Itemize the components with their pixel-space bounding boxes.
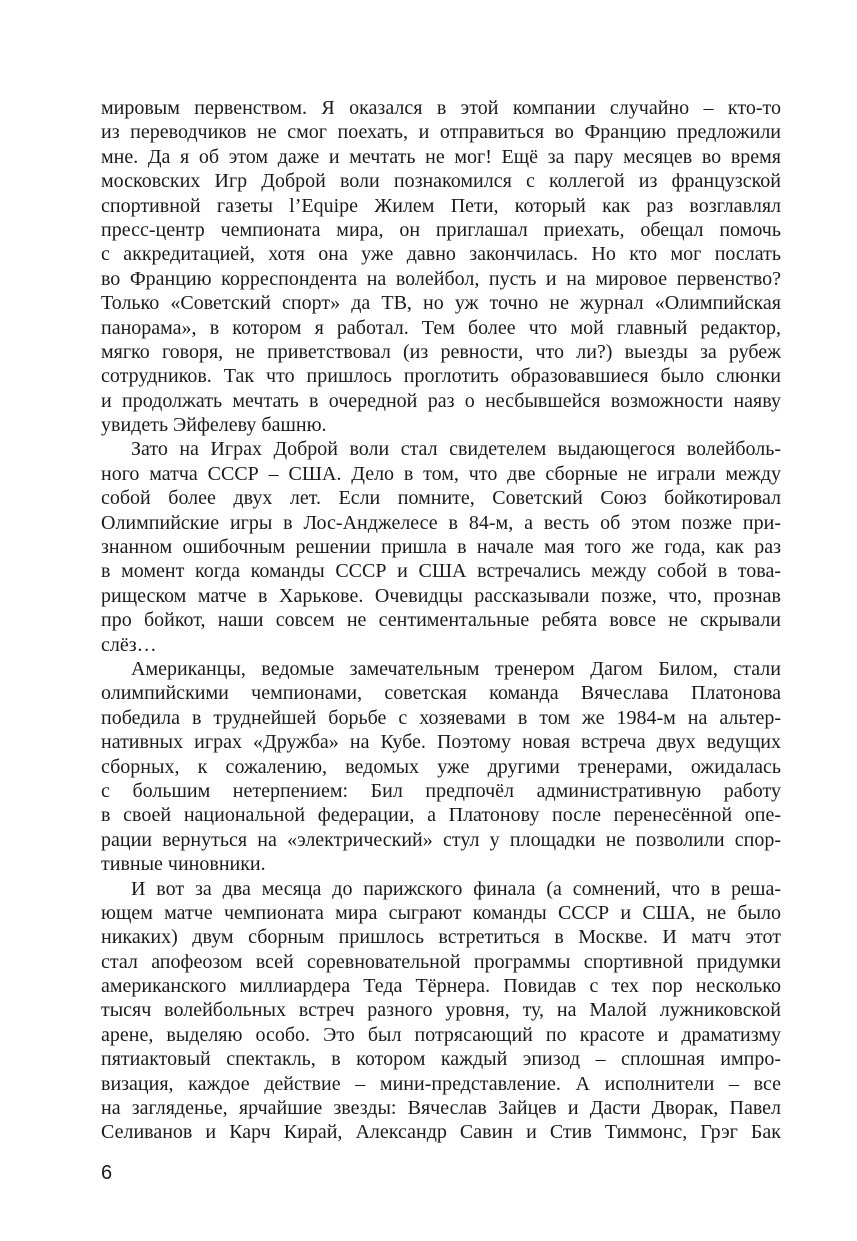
text-line: стал апофеозом всей соревновательной программы спортивной придумки bbox=[101, 950, 781, 973]
paragraph bbox=[101, 877, 781, 1145]
page-number: 6 bbox=[101, 1162, 113, 1184]
text-line: мне. Да я об этом даже и мечтать не мог! Ещё за пару месяцев во время bbox=[101, 145, 781, 168]
text-line: в момент когда команды СССР и США встречались между собой в това- bbox=[101, 560, 781, 583]
text-line: победила в труднейшей борьбе с хозяевами в том же 1984-м на альтер- bbox=[101, 706, 781, 729]
text-line: и продолжать мечтать в очередной раз о несбывшейся возможности наяву bbox=[101, 389, 781, 412]
text-line: слёз… bbox=[101, 633, 157, 656]
text-line: нативных играх «Дружба» на Кубе. Поэтому новая встреча двух ведущих bbox=[101, 731, 781, 754]
text-line: тысяч волейбольных встреч разного уровня, ту, на Малой лужниковской bbox=[101, 999, 781, 1022]
text-line: с большим нетерпением: Бил предпочёл административную работу bbox=[101, 779, 781, 802]
page-body bbox=[101, 96, 781, 1196]
text-line: Только «Советский спорт» да ТВ, но уж точно не журнал «Олимпийская bbox=[101, 292, 781, 315]
text-line: собой более двух лет. Если помните, Советский Союз бойкотировал bbox=[101, 487, 781, 510]
text-line: Олимпийские игры в Лос-Анджелесе в 84-м, а весть об этом позже при- bbox=[101, 511, 781, 534]
paragraph bbox=[101, 437, 781, 657]
text-line: на загляденье, ярчайшие звезды: Вячеслав Зайцев и Дасти Дворак, Павел bbox=[101, 1097, 781, 1120]
text-line: визация, каждое действие – мини-представление. А исполнители – все bbox=[101, 1072, 781, 1095]
text-line: во Францию корреспондента на волейбол, пусть и на мировое первенство? bbox=[101, 267, 781, 290]
text-line: олимпийскими чемпионами, советская команда Вячеслава Платонова bbox=[101, 682, 781, 705]
text-line: пресс-центр чемпионата мира, он приглашал приехать, обещал помочь bbox=[101, 218, 781, 241]
text-line: из переводчиков не смог поехать, и отправиться во Францию предложили bbox=[101, 121, 781, 144]
text-line: И вот за два месяца до парижского финала (а сомнений, что в реша- bbox=[131, 877, 781, 900]
text-line: ющем матче чемпионата мира сыграют команды СССР и США, не было bbox=[101, 901, 781, 924]
text-line: Селиванов и Карч Кирай, Александр Савин и Стив Тиммонс, Грэг Бак bbox=[101, 1121, 781, 1144]
text-line: мягко говоря, не приветствовал (из ревности, что ли?) выезды за рубеж bbox=[101, 340, 781, 363]
text-line: арене, выделяю особо. Это был потрясающий по красоте и драматизму bbox=[101, 1023, 781, 1046]
text-line: Американцы, ведомые замечательным тренером Дагом Билом, стали bbox=[131, 657, 781, 680]
text-line: знанном ошибочным решении пришла в начале мая того же года, как раз bbox=[101, 536, 781, 559]
text-line: никаких) двум сборным пришлось встретиться в Москве. И матч этот bbox=[101, 926, 781, 949]
text-line: пятиактовый спектакль, в котором каждый эпизод – сплошная импро- bbox=[101, 1048, 781, 1071]
text-line: рации вернуться на «электрический» стул у площадки не позволили спор- bbox=[101, 828, 781, 851]
paragraph bbox=[101, 96, 781, 437]
text-line: увидеть Эйфелеву башню. bbox=[101, 414, 327, 437]
text-line: сотрудников. Так что пришлось проглотить образовавшиеся было слюнки bbox=[101, 365, 781, 388]
text-line: в своей национальной федерации, а Платонову после перенесённой опе- bbox=[101, 804, 781, 827]
paragraph bbox=[101, 657, 781, 877]
text-line: ного матча СССР – США. Дело в том, что две сборные не играли между bbox=[101, 462, 781, 485]
main-text bbox=[101, 96, 781, 1145]
text-line: про бойкот, наши совсем не сентиментальные ребята вовсе не скрывали bbox=[101, 609, 781, 632]
text-line: тивные чиновники. bbox=[101, 853, 266, 876]
text-line: американского миллиардера Теда Тёрнера. Повидав с тех пор несколько bbox=[101, 975, 781, 998]
text-line: Зато на Играх Доброй воли стал свидетелем выдающегося волейболь- bbox=[131, 438, 781, 461]
text-line: сборных, к сожалению, ведомых уже другими тренерами, ожидалась bbox=[101, 755, 781, 778]
text-line: мировым первенством. Я оказался в этой компании случайно – кто-то bbox=[101, 97, 781, 119]
text-line: панорама», в котором я работал. Тем более что мой главный редактор, bbox=[101, 316, 781, 339]
text-line: с аккредитацией, хотя она уже давно закончилась. Но кто мог послать bbox=[101, 243, 781, 266]
text-line: московских Игр Доброй воли познакомился с коллегой из французской bbox=[101, 170, 781, 193]
text-line: рищеском матче в Харькове. Очевидцы рассказывали позже, что, прознав bbox=[101, 584, 781, 607]
text-line: спортивной газеты l’Equipe Жилем Пети, который как раз возглавлял bbox=[101, 194, 781, 217]
